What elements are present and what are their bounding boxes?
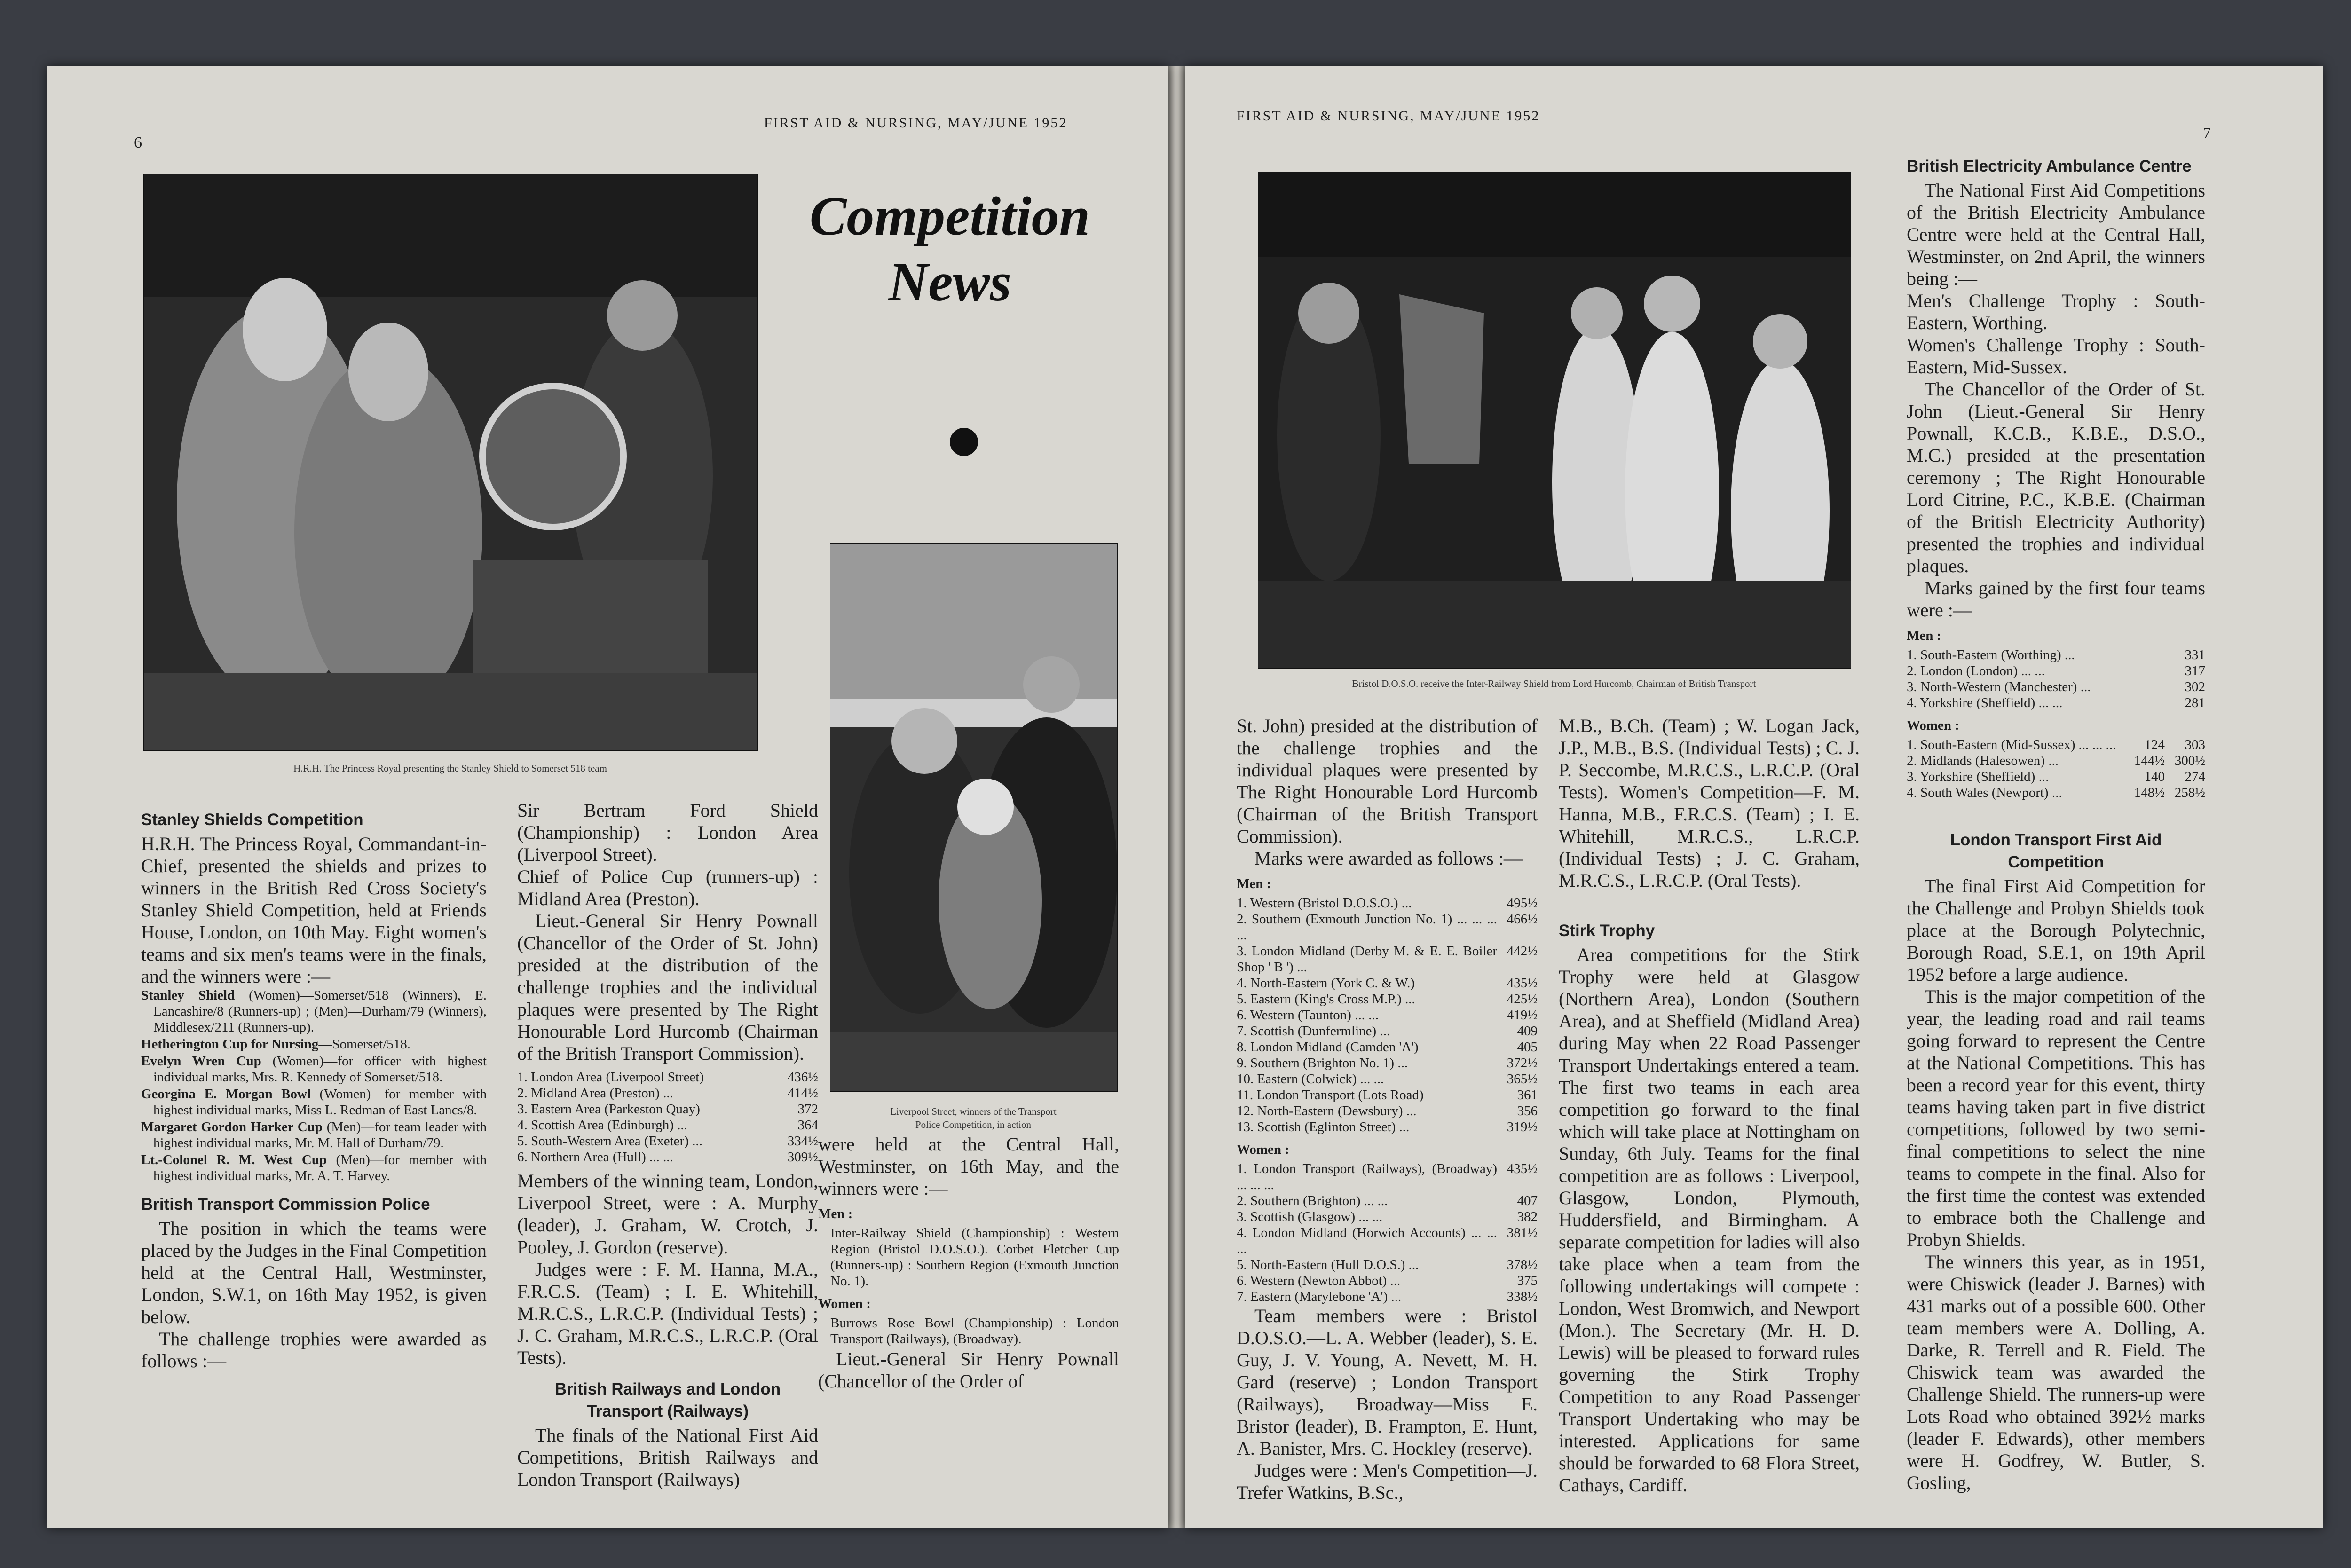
team: 5. Eastern (King's Cross M.P.) ... <box>1237 992 1415 1007</box>
team: 2. London (London) ... ... <box>1907 663 2045 678</box>
paragraph: The position in which the teams were placed by the Judges in the Final Competition held at the Central Hall, Westminster, London, S.W.1, on 16th May 1952, is given below. <box>141 1218 487 1327</box>
men-results <box>1237 895 1538 1135</box>
right-page <box>1185 66 2323 1528</box>
heading-stirk-trophy: Stirk Trophy <box>1559 922 1655 940</box>
team: 1. South-Eastern (Worthing) ... <box>1907 647 2075 662</box>
men-label: Men : <box>818 1206 853 1221</box>
score: 365½ <box>1507 1072 1538 1087</box>
awards-list <box>141 987 487 1184</box>
heading-stanley-shields: Stanley Shields Competition <box>141 811 363 829</box>
caption-line: Police Competition, in action <box>915 1119 1032 1130</box>
team: 3. Yorkshire (Sheffield) ... <box>1907 769 2049 784</box>
result-row <box>1237 1039 1538 1055</box>
paragraph: The Chancellor of the Order of St. John (Lieut.-General Sir Henry Pownall, K.C.B., K.B.E., D.S.O., M.C.) presided at the presentation ceremony ; The Right Honourable Lord Citrine, P.C., K.B.E. (Chairman of the British Electricity Authority) presented the trophies and individual plaques. <box>1907 378 2205 576</box>
paragraph: Team members were : Bristol D.O.S.O.—L. A. Webber (leader), S. E. Guy, J. V. Young, A. Nevett, M. H. Gard (reserve) ; London Transport (Railways), Broadway—Miss E. Bristor (leader), B. Frampton, E. Hunt, A. Banister, Mrs. C. Hockley (reserve). <box>1237 1305 1538 1459</box>
winners-text: Inter-Railway Shield (Championship) : Western Region (Bristol D.O.S.O.). Corbet Fletcher Cup (Runners-up) : Southern Region (Exmouth Junction No. 1). <box>830 1226 1119 1289</box>
heading-btc-police: British Transport Commission Police <box>141 1195 430 1213</box>
result-row <box>1907 663 2205 679</box>
score: 372 <box>797 1102 818 1117</box>
paragraph: M.B., B.Ch. (Team) ; W. Logan Jack, J.P., M.B., B.S. (Individual Tests) ; C. J. P. Seccombe, M.R.C.S., L.R.C.P. (Oral Tests). Women's Competition—F. M. Hanna, M.B., F.R.C.S. (Team) ; I. E. Whitehill, M.R.C.S., L.R.C.P. (Individual Tests) ; J. C. Graham, M.R.C.S., L.R.C.P. (Oral Tests). <box>1559 715 1860 891</box>
award-result: (Women)—Somerset/518 (Winners), E. Lancashire/8 (Runners-up) ; (Men)—Durham/79 (Winners), Middlesex/211 (Runners-up). <box>153 988 487 1035</box>
result-row <box>1237 1273 1538 1289</box>
column-2 <box>517 799 818 1490</box>
men-label: Men : <box>1237 876 1271 891</box>
photo-princess-royal <box>143 174 758 751</box>
score: 409 <box>1517 1024 1538 1039</box>
team: 9. Southern (Brighton No. 1) ... <box>1237 1056 1408 1071</box>
men-label: Men : <box>1907 628 1941 643</box>
paragraph: Lieut.-General Sir Henry Pownall (Chancellor of the Order of St. John) presided at the distribution of the challenge trophies and the individual plaques were presented by The Right Honourable Lord Hurcomb (Chairman of the British Transport Commission). <box>517 910 818 1064</box>
title-bullet <box>950 428 978 456</box>
score: 382 <box>1517 1209 1538 1224</box>
paragraph: The National First Aid Competitions of the British Electricity Ambulance Centre were held at the Central Hall, Westminster, on 2nd April, the winners being :— <box>1907 180 2205 289</box>
result-row <box>1237 1225 1538 1257</box>
column-3 <box>1907 155 2205 1494</box>
score: 419½ <box>1507 1008 1538 1023</box>
score: 338½ <box>1507 1289 1538 1304</box>
score: 317 <box>2185 663 2205 678</box>
score: 309½ <box>787 1150 818 1165</box>
result-row <box>1237 1103 1538 1119</box>
score: 303 <box>2185 737 2205 752</box>
score: 466½ <box>1507 912 1538 927</box>
women-results <box>1237 1161 1538 1305</box>
team: 3. Scottish (Glasgow) ... ... <box>1237 1209 1383 1224</box>
column-2 <box>1559 715 1860 1496</box>
team: 2. Southern (Brighton) ... ... <box>1237 1193 1388 1208</box>
paragraph: Chief of Police Cup (runners-up) : Midland Area (Preston). <box>517 866 818 909</box>
award-item <box>141 987 487 1035</box>
team: 2. Midland Area (Preston) ... <box>517 1086 673 1101</box>
result-row <box>1237 1257 1538 1273</box>
team: 2. Midlands (Halesowen) ... <box>1907 753 2059 768</box>
result-row <box>1907 785 2205 801</box>
team: 4. South Wales (Newport) ... <box>1907 785 2062 800</box>
result-row <box>517 1133 818 1149</box>
women-label: Women : <box>1237 1142 1289 1157</box>
team: 3. North-Western (Manchester) ... <box>1907 679 2091 694</box>
result-row <box>1237 911 1538 943</box>
paragraph: St. John) presided at the distribution of the challenge trophies and the individual plaques were presented by The Right Honourable Lord Hurcomb (Chairman of the British Transport Commission). <box>1237 715 1538 847</box>
team: 4. Scottish Area (Edinburgh) ... <box>517 1118 687 1133</box>
paragraph: Men's Challenge Trophy : South-Eastern, Worthing. <box>1907 290 2205 333</box>
result-row <box>1237 991 1538 1007</box>
title-line-1: Competition <box>809 185 1090 247</box>
team: 5. South-Western Area (Exeter) ... <box>517 1134 702 1149</box>
team: 6. Western (Taunton) ... ... <box>1237 1008 1379 1023</box>
award-title: Stanley Shield <box>141 988 235 1003</box>
men-winners <box>818 1225 1119 1289</box>
result-row <box>517 1069 818 1085</box>
award-result: (Women)—for officer with highest individual marks, Mrs. R. Kennedy of Somerset/518. <box>153 1054 487 1085</box>
score: 375 <box>1517 1273 1538 1288</box>
award-result: (Women)—for member with highest individual marks, Miss L. Redman of East Lancs/8. <box>153 1087 487 1118</box>
photo-caption <box>830 1105 1117 1131</box>
heading-british-railways: British Railways and London Transport (Railways) <box>554 1380 781 1420</box>
left-page <box>47 66 1168 1528</box>
team: 13. Scottish (Eglinton Street) ... <box>1237 1119 1410 1135</box>
page-gutter <box>1168 66 1185 1528</box>
column-3 <box>818 1133 1119 1392</box>
paragraph: The challenge trophies were awarded as follows :— <box>141 1328 487 1371</box>
paragraph: Judges were : Men's Competition—J. Trefer Watkins, B.Sc., <box>1237 1460 1538 1503</box>
award-title: Lt.-Colonel R. M. West Cup <box>141 1152 327 1167</box>
team: 6. Northern Area (Hull) ... ... <box>517 1150 673 1165</box>
result-row <box>1237 1087 1538 1103</box>
team: 4. London Midland (Horwich Accounts) ... ... ... <box>1237 1225 1497 1256</box>
result-row <box>1907 695 2205 711</box>
team: 1. London Area (Liverpool Street) <box>517 1070 704 1085</box>
team: 8. London Midland (Camden 'A') <box>1237 1040 1419 1055</box>
score: 281 <box>2185 695 2205 710</box>
award-item <box>141 1036 487 1052</box>
running-head: FIRST AID & NURSING, MAY/JUNE 1952 <box>1237 108 1540 124</box>
photo-bristol-doso <box>1258 172 1851 669</box>
award-result: —Somerset/518. <box>318 1037 411 1052</box>
score: 381½ <box>1507 1225 1538 1240</box>
paragraph: Lieut.-General Sir Henry Pownall (Chancellor of the Order of <box>818 1348 1119 1392</box>
score: 436½ <box>787 1070 818 1085</box>
heading-beac: British Electricity Ambulance Centre <box>1907 157 2192 175</box>
result-row <box>1907 753 2205 769</box>
paragraph: Marks gained by the first four teams were :— <box>1907 577 2205 621</box>
column-1 <box>141 799 487 1372</box>
team: 1. South-Eastern (Mid-Sussex) ... ... ... <box>1907 737 2116 752</box>
paragraph: The finals of the National First Aid Competitions, British Railways and London Transport (Railways) <box>517 1425 818 1490</box>
photo-liverpool-street <box>830 543 1118 1092</box>
result-row <box>517 1149 818 1165</box>
score: 140 <box>2144 769 2165 784</box>
score: 495½ <box>1507 896 1538 911</box>
team: 7. Eastern (Marylebone 'A') ... <box>1237 1289 1402 1304</box>
team: 10. Eastern (Colwick) ... ... <box>1237 1072 1384 1087</box>
photo-caption: H.R.H. The Princess Royal presenting the Stanley Shield to Somerset 518 team <box>293 763 607 774</box>
result-row <box>517 1117 818 1133</box>
result-row <box>1237 1161 1538 1193</box>
team: 5. North-Eastern (Hull D.O.S.) ... <box>1237 1257 1419 1272</box>
team: 7. Scottish (Dunfermline) ... <box>1237 1024 1390 1039</box>
team: 1. Western (Bristol D.O.S.O.) ... <box>1237 896 1412 911</box>
award-title: Margaret Gordon Harker Cup <box>141 1119 323 1135</box>
paragraph: H.R.H. The Princess Royal, Commandant-in-Chief, presented the shields and prizes to winners in the British Red Cross Society's Stanley Shield Competition, held at Friends House, London, on 10th May. Eight women's teams and six men's teams were in the finals, and the winners were :— <box>141 833 487 987</box>
result-row <box>1237 975 1538 991</box>
paragraph: were held at the Central Hall, Westminster, on 16th May, and the winners were :— <box>818 1134 1119 1199</box>
score: 274 <box>2185 769 2205 784</box>
team: 3. London Midland (Derby M. & E. E. Boiler Shop ' B ') ... <box>1237 944 1497 975</box>
women-marks <box>1907 737 2205 801</box>
score: 331 <box>2185 647 2205 662</box>
photo-image <box>830 544 1117 1091</box>
result-row <box>1237 1071 1538 1087</box>
award-item <box>141 1053 487 1085</box>
score: 144½ <box>2134 753 2165 768</box>
award-title: Georgina E. Morgan Bowl <box>141 1087 311 1102</box>
team: 4. North-Eastern (York C. & W.) <box>1237 976 1415 991</box>
score: 435½ <box>1507 1161 1538 1176</box>
page-number: 6 <box>134 134 142 151</box>
team: 2. Southern (Exmouth Junction No. 1) ... ... ... ... <box>1237 912 1497 943</box>
score: 414½ <box>787 1086 818 1101</box>
result-row <box>1237 1289 1538 1305</box>
result-row <box>517 1101 818 1117</box>
women-winners <box>818 1315 1119 1347</box>
award-item <box>141 1119 487 1151</box>
team: 6. Western (Newton Abbot) ... <box>1237 1273 1401 1288</box>
result-row <box>1237 1023 1538 1039</box>
paragraph: The final First Aid Competition for the Challenge and Probyn Shields took place at the Borough Polytechnic, Borough Road, S.E.1, on 19th April 1952 before a large audience. <box>1907 875 2205 985</box>
team: 11. London Transport (Lots Road) <box>1237 1087 1424 1103</box>
team: 12. North-Eastern (Dewsbury) ... <box>1237 1103 1417 1119</box>
women-label: Women : <box>818 1296 871 1311</box>
paragraph: Area competitions for the Stirk Trophy were held at Glasgow (Northern Area), London (Southern Area), and at Sheffield (Midland Area) during May when 22 Road Passenger Transport Undertakings entered a team. The first two teams in each area competition go forward to the final which will take place at Nottingham on Sunday, 6th July. Teams for the final competition are as follows : Liverpool, Glasgow, London, Plymouth, Huddersfield, and Birmingham. A separate competition for ladies will also take place when a team from the following undertakings will compete : London, West Bromwich, and Newport (Mon.). The Secretary (Mr. H. D. Lewis) will be pleased to forward rules governing the Stirk Trophy Competition to any Road Passenger Transport Undertaking who may be interested. Applications for same should be forwarded to 68 Flora Street, Cathays, Cardiff. <box>1559 944 1860 1496</box>
result-row <box>1907 647 2205 663</box>
paragraph: The winners this year, as in 1951, were Chiswick (leader J. Barnes) with 431 marks out of a possible 600. Other team members were A. Dolling, A. Darke, R. Terrell and R. Field. The Chiswick team was awarded the Challenge Shield. The runners-up were Lots Road who obtained 392½ marks (leader F. Edwards), other members were H. Godfrey, W. Butler, S. Gosling, <box>1907 1251 2205 1493</box>
photo-caption: Bristol D.O.S.O. receive the Inter-Railway Shield from Lord Hurcomb, Chairman of British Transport <box>1352 678 1756 689</box>
result-row <box>1907 737 2205 753</box>
running-head: FIRST AID & NURSING, MAY/JUNE 1952 <box>764 115 1068 131</box>
award-result: (Men)—for member with highest individual marks, Mr. A. T. Harvey. <box>153 1152 487 1183</box>
score: 361 <box>1517 1087 1538 1103</box>
score: 300½ <box>2174 753 2205 768</box>
photo-image <box>1258 172 1851 668</box>
award-result: (Men)—for team leader with highest individual marks, Mr. M. Hall of Durham/79. <box>153 1119 487 1150</box>
paragraph: Members of the winning team, London, Liverpool Street, were : A. Murphy (leader), J. Graham, W. Crotch, J. Pooley, J. Gordon (reserve). <box>517 1170 818 1258</box>
score: 302 <box>2185 679 2205 694</box>
award-item <box>141 1086 487 1118</box>
team: 4. Yorkshire (Sheffield) ... ... <box>1907 695 2063 710</box>
score: 356 <box>1517 1103 1538 1119</box>
award-item <box>141 1152 487 1184</box>
column-1 <box>1237 715 1538 1504</box>
women-label: Women : <box>1907 718 1959 733</box>
score: 258½ <box>2174 785 2205 800</box>
result-row <box>1237 1193 1538 1209</box>
result-row <box>1237 1007 1538 1023</box>
results-table <box>517 1069 818 1165</box>
photo-image <box>144 174 757 750</box>
men-marks <box>1907 647 2205 711</box>
result-row <box>1907 769 2205 785</box>
score: 425½ <box>1507 992 1538 1007</box>
score: 334½ <box>787 1134 818 1149</box>
award-title: Hetherington Cup for Nursing <box>141 1037 319 1052</box>
paragraph: Marks were awarded as follows :— <box>1254 848 1523 869</box>
winners-text: Burrows Rose Bowl (Championship) : London Transport (Railways), (Broadway). <box>830 1316 1119 1347</box>
score: 405 <box>1517 1040 1538 1055</box>
score: 435½ <box>1507 976 1538 991</box>
team: 1. London Transport (Railways), (Broadway) ... ... ... <box>1237 1161 1497 1192</box>
title-line-2: News <box>888 251 1012 313</box>
score: 372½ <box>1507 1056 1538 1071</box>
result-row <box>1237 1055 1538 1071</box>
award-title: Evelyn Wren Cup <box>141 1054 261 1069</box>
paragraph: This is the major competition of the year, the leading road and rail teams going forward to represent the Centre at the National Competitions. This has been a record year for this event, thirty teams having taken part in five district competitions, followed by two semi-final competitions to select the nine teams to compete in the final. Also for the first time the contest was extended to embrace both the Challenge and Probyn Shields. <box>1907 986 2205 1250</box>
result-row <box>1237 895 1538 911</box>
result-row <box>1907 679 2205 695</box>
paragraph: Judges were : F. M. Hanna, M.A., F.R.C.S. (Team) ; I. E. Whitehill, M.R.C.S., L.R.C.P. (Individual Tests) ; J. C. Graham, M.R.C.S., L.R.C.P. (Oral Tests). <box>517 1259 818 1368</box>
score: 407 <box>1517 1193 1538 1208</box>
result-row <box>1237 1209 1538 1225</box>
score: 378½ <box>1507 1257 1538 1272</box>
caption-line: Liverpool Street, winners of the Transport <box>890 1106 1057 1117</box>
score: 442½ <box>1507 944 1538 959</box>
result-row <box>1237 943 1538 975</box>
heading-london-transport: London Transport First Aid Competition <box>1950 831 2162 871</box>
result-row <box>517 1085 818 1101</box>
paragraph: Women's Challenge Trophy : South-Eastern, Mid-Sussex. <box>1907 334 2205 378</box>
score: 148½ <box>2134 785 2165 800</box>
paragraph: Sir Bertram Ford Shield (Championship) : London Area (Liverpool Street). <box>517 800 818 865</box>
team: 3. Eastern Area (Parkeston Quay) <box>517 1102 700 1117</box>
page-number: 7 <box>2203 125 2211 142</box>
score: 364 <box>797 1118 818 1133</box>
score: 124 <box>2144 737 2165 752</box>
score: 319½ <box>1507 1119 1538 1135</box>
result-row <box>1237 1119 1538 1135</box>
section-title <box>795 183 1105 315</box>
